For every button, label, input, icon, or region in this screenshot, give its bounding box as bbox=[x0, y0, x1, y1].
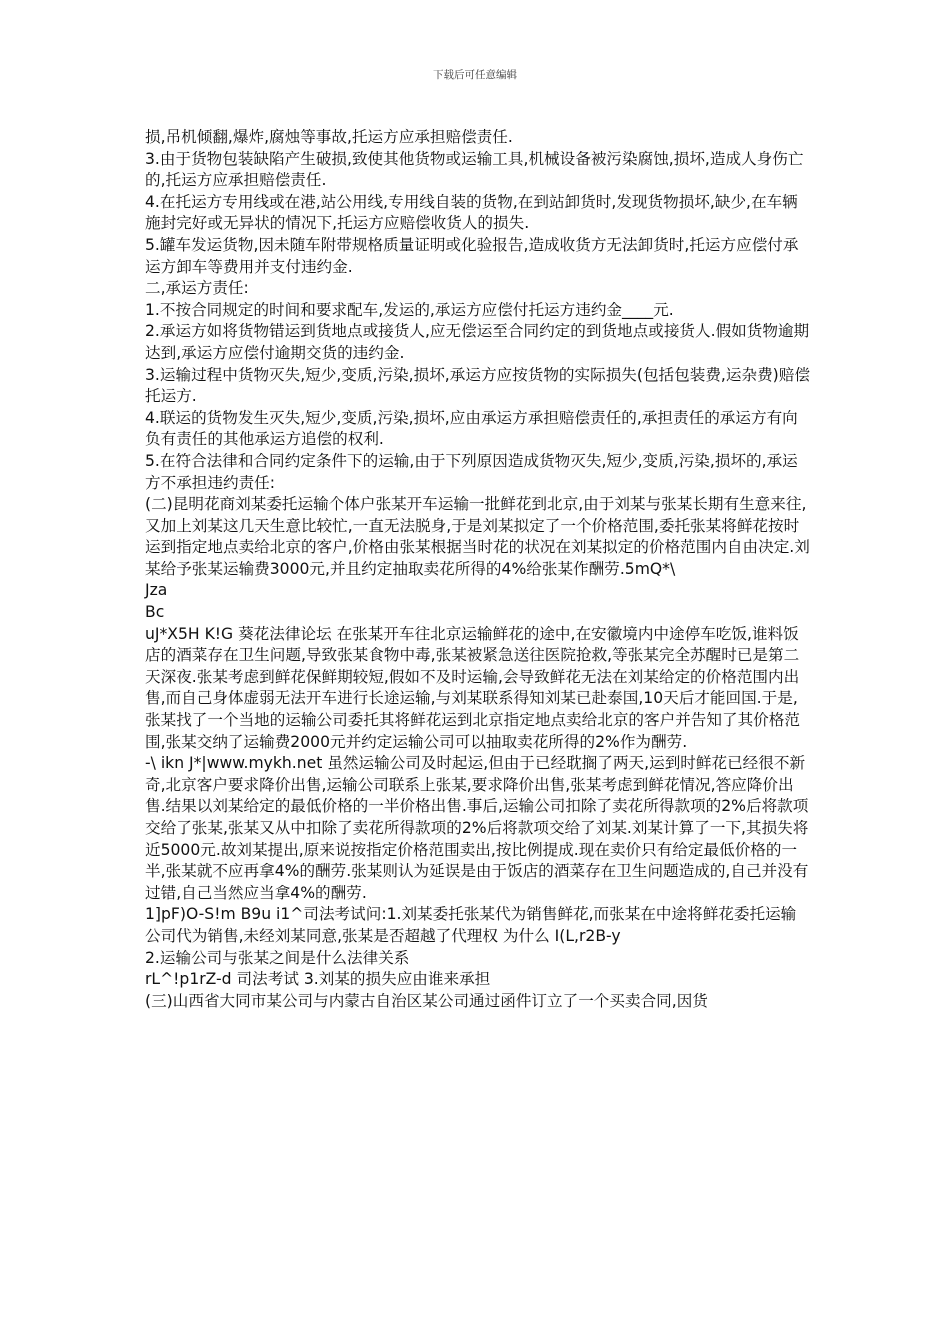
page-header: 下载后可任意编辑 bbox=[433, 69, 517, 81]
paragraph: 4.在托运方专用线或在港,站公用线,专用线自装的货物,在到站卸货时,发现货物损坏,缺少,在车辆施封完好或无异状的情况下,托运方应赔偿收货人的损失. bbox=[145, 192, 798, 233]
paragraph: Bc bbox=[145, 603, 165, 622]
paragraph: 1.不按合同规定的时间和要求配车,发运的,承运方应偿付托运方违约金____元. bbox=[145, 300, 674, 319]
paragraph: -\ ikn J*|www.mykh.net 虽然运输公司及时起运,但由于已经耽搁了两天,运到时鲜花已经很不新奇,北京客户要求降价出售,运输公司联系上张某,要求降价出售,张某考虑到鲜花情况,答应降价出售.结果以刘某给定的最低价格的一半价格出售.事后,运输公司扣除了卖花所得款项的2%后将款项交给了张某,张某又从中扣除了卖花所得款项的2%后将款项交给了刘某.刘某计算了一下,其损失将近5000元.故刘某提出,原来说按指定价格范围卖出,按比例提成.现在卖价只有给定最低价格的一半,张某就不应再拿4%的酬劳.张某则认为延误是由于饭店的酒菜存在卫生问题造成的,自己并没有过错,自己当然应当拿4%的酬劳. bbox=[145, 754, 809, 902]
paragraph: 5.罐车发运货物,因未随车附带规格质量证明或化验报告,造成收货方无法卸货时,托运方应偿付承运方卸车等费用并支付违约金. bbox=[145, 235, 799, 276]
paragraph: 3.由于货物包装缺陷产生破损,致使其他货物或运输工具,机械设备被污染腐蚀,损坏,造成人身伤亡的,托运方应承担赔偿责任. bbox=[145, 149, 804, 190]
paragraph: 2.承运方如将货物错运到货地点或接货人,应无偿运至合同约定的到货地点或接货人.假如货物逾期达到,承运方应偿付逾期交货的违约金. bbox=[145, 322, 810, 362]
paragraph: 3.运输过程中货物灭失,短少,变质,污染,损坏,承运方应按货物的实际损失(包括包装费,运杂费)赔偿托运方. bbox=[145, 365, 810, 406]
paragraph: Jza bbox=[145, 581, 168, 600]
paragraph: 5.在符合法律和合同约定条件下的运输,由于下列原因造成货物灭失,短少,变质,污染,损坏的,承运方不承担违约责任: bbox=[145, 451, 798, 492]
paragraph: 4.联运的货物发生灭失,短少,变质,污染,损坏,应由承运方承担赔偿责任的,承担责任的承运方有向负有责任的其他承运方追偿的权利. bbox=[145, 408, 798, 449]
paragraph: (二)昆明花商刘某委托运输个体户张某开车运输一批鲜花到北京,由于刘某与张某长期有生意来往,又加上刘某这几天生意比较忙,一直无法脱身,于是刘某拟定了一个价格范围,委托张某将鲜花按时运到指定地点卖给北京的客户,价格由张某根据当时花的状况在刘某拟定的价格范围内自由决定.刘某给予张某运输费3000元,并且约定抽取卖花所得的4%给张某作酬劳.5mQ*\ bbox=[145, 495, 810, 578]
paragraph: 1]pF)O-S!m B9u i1^司法考试问:1.刘某委托张某代为销售鲜花,而张某在中途将鲜花委托运输公司代为销售,未经刘某同意,张某是否超越了代理权 为什么 I(L,r2B-y bbox=[145, 905, 797, 945]
paragraph: 2.运输公司与张某之间是什么法律关系 bbox=[145, 948, 410, 967]
paragraph: (三)山西省大同市某公司与内蒙古自治区某公司通过函件订立了一个买卖合同,因货 bbox=[145, 991, 708, 1010]
paragraph: rL^!p1rZ-d 司法考试 3.刘某的损失应由谁来承担 bbox=[145, 970, 491, 989]
paragraph: 损,吊机倾翻,爆炸,腐烛等事故,托运方应承担赔偿责任. bbox=[145, 128, 513, 146]
paragraph: uJ*X5H K!G 葵花法律论坛 在张某开车往北京运输鲜花的途中,在安徽境内中途停车吃饭,谁料饭店的酒菜存在卫生问题,导致张某食物中毒,张某被紧急送往医院抢救,等张某完全苏醒时已是第二天深夜.张某考虑到鲜花保鲜期较短,假如不及时运输,会导致鲜花无法在刘某给定的价格范围内出售,而自己身体虚弱无法开车进行长途运输,与刘某联系得知刘某已赴泰国,10天后才能回国.于是,张某找了一个当地的运输公司委托其将鲜花运到北京指定地点卖给北京的客户并告知了其价格范围,张某交纳了运输费2000元并约定运输公司可以抽取卖花所得的2%作为酬劳. bbox=[145, 624, 800, 751]
document-body bbox=[145, 127, 810, 1012]
section-heading: 二,承运方责任: bbox=[145, 279, 249, 298]
